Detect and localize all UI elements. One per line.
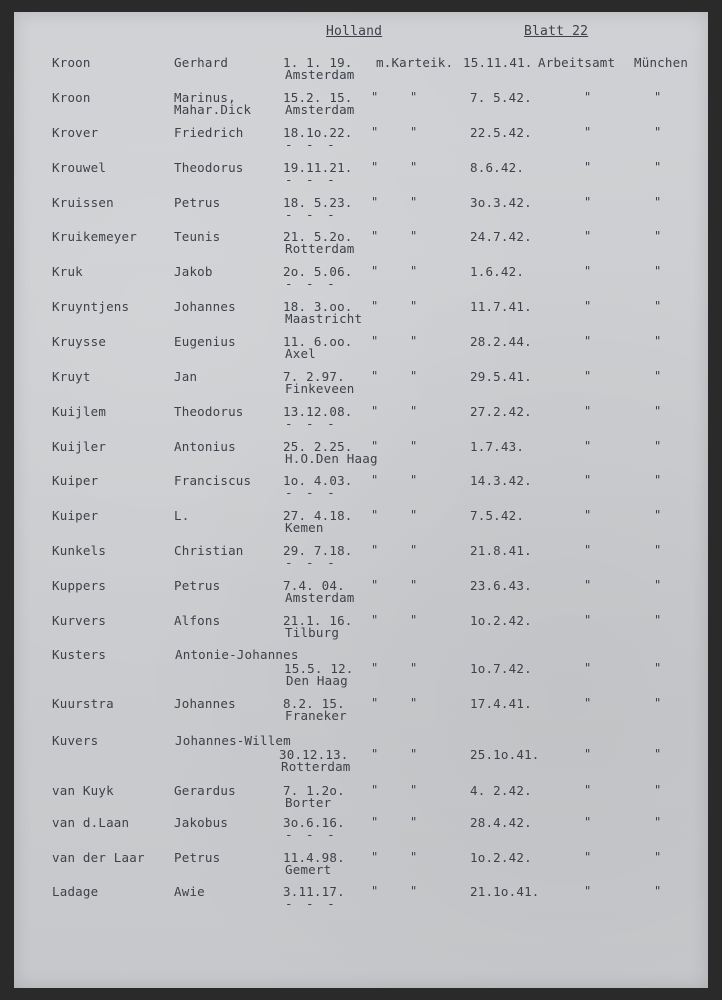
office: " bbox=[584, 473, 592, 487]
entry-date: 4. 2.42. bbox=[470, 783, 532, 798]
record-source: " bbox=[371, 264, 379, 278]
record-source: " bbox=[371, 850, 379, 864]
ditto-mark: " bbox=[410, 661, 418, 675]
surname: Kruysse bbox=[52, 334, 107, 349]
entry-date: 27.2.42. bbox=[470, 404, 532, 419]
given-name: Antonius bbox=[174, 439, 236, 454]
given-name: Awie bbox=[174, 884, 205, 899]
city: " bbox=[654, 661, 662, 675]
surname: Kuijler bbox=[52, 439, 107, 454]
record-source: " bbox=[371, 125, 379, 139]
surname: Kruyntjens bbox=[52, 299, 130, 314]
birth-place: Tilburg bbox=[285, 625, 340, 640]
birth-place: - - - bbox=[285, 896, 338, 911]
surname: Ladage bbox=[52, 884, 99, 899]
birth-date: 2o. 5.06. bbox=[283, 264, 353, 279]
birth-place: Gemert bbox=[285, 862, 332, 877]
birth-place: Kemen bbox=[285, 520, 324, 535]
given-name: Theodorus bbox=[174, 404, 244, 419]
office: " bbox=[584, 661, 592, 675]
birth-date: 19.11.21. bbox=[283, 160, 353, 175]
city: " bbox=[654, 404, 662, 418]
office: " bbox=[584, 404, 592, 418]
city: " bbox=[654, 160, 662, 174]
record-source: " bbox=[371, 473, 379, 487]
given-name: Alfons bbox=[174, 613, 221, 628]
birth-date: 29. 7.18. bbox=[283, 543, 353, 558]
surname: Kroon bbox=[52, 90, 91, 105]
record-source: " bbox=[371, 613, 379, 627]
birth-date: 1. 1. 19. bbox=[283, 55, 353, 70]
entry-date: 21.8.41. bbox=[470, 543, 532, 558]
surname: Kroon bbox=[52, 55, 91, 70]
ditto-mark: " bbox=[410, 369, 418, 383]
office: " bbox=[584, 369, 592, 383]
record-source: " bbox=[371, 783, 379, 797]
ditto-mark: " bbox=[410, 578, 418, 592]
office: " bbox=[584, 543, 592, 557]
birth-place: Amsterdam bbox=[285, 67, 355, 82]
office: Arbeitsamt bbox=[538, 55, 616, 70]
ditto-mark: " bbox=[410, 195, 418, 209]
birth-place: - - - bbox=[285, 207, 338, 222]
surname: Kuurstra bbox=[52, 696, 114, 711]
entry-date: 3o.3.42. bbox=[470, 195, 532, 210]
ditto-mark: " bbox=[410, 299, 418, 313]
given-name: Franciscus bbox=[174, 473, 252, 488]
birth-place: Rotterdam bbox=[285, 241, 355, 256]
entry-date: 21.1o.41. bbox=[470, 884, 540, 899]
given-name: Johannes bbox=[174, 299, 236, 314]
birth-date: 7. 2.97. bbox=[283, 369, 345, 384]
surname: Kurvers bbox=[52, 613, 107, 628]
header-sheet-number: Blatt 22 bbox=[524, 24, 589, 39]
entry-date: 15.11.41. bbox=[463, 55, 533, 70]
given-name: Eugenius bbox=[174, 334, 236, 349]
record-source: " bbox=[371, 696, 379, 710]
ditto-mark: " bbox=[410, 747, 418, 761]
city: " bbox=[654, 439, 662, 453]
ditto-mark: " bbox=[410, 696, 418, 710]
surname: Kunkels bbox=[52, 543, 107, 558]
ditto-mark: " bbox=[410, 543, 418, 557]
entry-date: 1.7.43. bbox=[470, 439, 525, 454]
entry-date: 17.4.41. bbox=[470, 696, 532, 711]
office: " bbox=[584, 815, 592, 829]
birth-date: 18.1o.22. bbox=[283, 125, 353, 140]
given-name: Jan bbox=[174, 369, 198, 384]
office: " bbox=[584, 508, 592, 522]
record-source: " bbox=[371, 299, 379, 313]
given-name: Teunis bbox=[174, 229, 221, 244]
office: " bbox=[584, 125, 592, 139]
surname: Kruissen bbox=[52, 195, 114, 210]
city: München bbox=[634, 55, 689, 70]
header-country: Holland bbox=[326, 24, 383, 39]
entry-date: 24.7.42. bbox=[470, 229, 532, 244]
birth-date: 11.4.98. bbox=[283, 850, 345, 865]
given-name: Petrus bbox=[174, 578, 221, 593]
ditto-mark: " bbox=[410, 439, 418, 453]
birth-date: 15.2. 15. bbox=[283, 90, 353, 105]
city: " bbox=[654, 815, 662, 829]
given-name: Theodorus bbox=[174, 160, 244, 175]
birth-date: 30.12.13. bbox=[279, 747, 349, 762]
given-name: Marinus, bbox=[174, 90, 236, 105]
office: " bbox=[584, 747, 592, 761]
entry-date: 7. 5.42. bbox=[470, 90, 532, 105]
given-name: Johannes bbox=[174, 696, 236, 711]
city: " bbox=[654, 783, 662, 797]
ditto-mark: " bbox=[410, 334, 418, 348]
birth-date: 11. 6.oo. bbox=[283, 334, 353, 349]
city: " bbox=[654, 696, 662, 710]
birth-date: 7. 1.2o. bbox=[283, 783, 345, 798]
record-source: " bbox=[371, 661, 379, 675]
given-name: Friedrich bbox=[174, 125, 244, 140]
birth-date: 18. 3.oo. bbox=[283, 299, 353, 314]
surname: Kruk bbox=[52, 264, 83, 279]
entry-date: 29.5.41. bbox=[470, 369, 532, 384]
birth-date: 1o. 4.03. bbox=[283, 473, 353, 488]
record-source: " bbox=[371, 508, 379, 522]
office: " bbox=[584, 90, 592, 104]
record-source: " bbox=[371, 747, 379, 761]
record-source: " bbox=[371, 334, 379, 348]
entry-date: 22.5.42. bbox=[470, 125, 532, 140]
city: " bbox=[654, 369, 662, 383]
entry-date: 28.2.44. bbox=[470, 334, 532, 349]
record-source: " bbox=[371, 90, 379, 104]
ditto-mark: " bbox=[410, 850, 418, 864]
entry-date: 1o.7.42. bbox=[470, 661, 532, 676]
entry-date: 11.7.41. bbox=[470, 299, 532, 314]
birth-place: - - - bbox=[285, 416, 338, 431]
city: " bbox=[654, 850, 662, 864]
birth-place: - - - bbox=[285, 276, 338, 291]
record-source: " bbox=[371, 815, 379, 829]
entry-date: 8.6.42. bbox=[470, 160, 525, 175]
record-source: " bbox=[371, 884, 379, 898]
ditto-mark: " bbox=[410, 160, 418, 174]
office: " bbox=[584, 884, 592, 898]
ditto-mark: " bbox=[410, 264, 418, 278]
office: " bbox=[584, 850, 592, 864]
city: " bbox=[654, 747, 662, 761]
ditto-mark: " bbox=[410, 815, 418, 829]
entry-date: 1o.2.42. bbox=[470, 850, 532, 865]
city: " bbox=[654, 578, 662, 592]
birth-place: H.O.Den Haag bbox=[285, 451, 378, 466]
birth-date: 7.4. 04. bbox=[283, 578, 345, 593]
record-source: " bbox=[371, 229, 379, 243]
surname: Krouwel bbox=[52, 160, 107, 175]
birth-place: Amsterdam bbox=[285, 590, 355, 605]
birth-date: 13.12.08. bbox=[283, 404, 353, 419]
entry-date: 7.5.42. bbox=[470, 508, 525, 523]
given-name-continued: Mahar.Dick bbox=[174, 102, 252, 117]
birth-place: - - - bbox=[285, 827, 338, 842]
office: " bbox=[584, 264, 592, 278]
surname: Kusters bbox=[52, 647, 107, 662]
birth-date: 21.1. 16. bbox=[283, 613, 353, 628]
record-source: " bbox=[371, 543, 379, 557]
given-name: Christian bbox=[174, 543, 244, 558]
birth-place: Maastricht bbox=[285, 311, 363, 326]
city: " bbox=[654, 299, 662, 313]
entry-date: 28.4.42. bbox=[470, 815, 532, 830]
ditto-mark: " bbox=[410, 404, 418, 418]
record-source: " bbox=[371, 369, 379, 383]
entry-date: 1o.2.42. bbox=[470, 613, 532, 628]
ditto-mark: " bbox=[410, 884, 418, 898]
city: " bbox=[654, 884, 662, 898]
office: " bbox=[584, 195, 592, 209]
record-source: " bbox=[371, 195, 379, 209]
surname: Krover bbox=[52, 125, 99, 140]
ditto-mark: " bbox=[410, 508, 418, 522]
birth-place: Den Haag bbox=[286, 673, 348, 688]
ditto-mark: " bbox=[410, 229, 418, 243]
city: " bbox=[654, 229, 662, 243]
office: " bbox=[584, 160, 592, 174]
record-source: " bbox=[371, 439, 379, 453]
given-name: Jakob bbox=[174, 264, 213, 279]
office: " bbox=[584, 299, 592, 313]
ditto-mark: " bbox=[410, 783, 418, 797]
given-name: Petrus bbox=[174, 850, 221, 865]
birth-date: 3o.6.16. bbox=[283, 815, 345, 830]
birth-place: Borter bbox=[285, 795, 332, 810]
city: " bbox=[654, 543, 662, 557]
city: " bbox=[654, 125, 662, 139]
record-source: m.Karteik. bbox=[376, 55, 454, 70]
city: " bbox=[654, 508, 662, 522]
office: " bbox=[584, 439, 592, 453]
office: " bbox=[584, 783, 592, 797]
office: " bbox=[584, 696, 592, 710]
surname: Kuppers bbox=[52, 578, 107, 593]
birth-date: 27. 4.18. bbox=[283, 508, 353, 523]
entry-date: 14.3.42. bbox=[470, 473, 532, 488]
office: " bbox=[584, 613, 592, 627]
entry-date: 25.1o.41. bbox=[470, 747, 540, 762]
birth-date: 3.11.17. bbox=[283, 884, 345, 899]
birth-date: 18. 5.23. bbox=[283, 195, 353, 210]
ditto-mark: " bbox=[410, 125, 418, 139]
surname: Kuijlem bbox=[52, 404, 107, 419]
birth-date: 21. 5.2o. bbox=[283, 229, 353, 244]
birth-place: Axel bbox=[285, 346, 316, 361]
entry-date: 1.6.42. bbox=[470, 264, 525, 279]
surname: van d.Laan bbox=[52, 815, 130, 830]
birth-date: 8.2. 15. bbox=[283, 696, 345, 711]
ditto-mark: " bbox=[410, 613, 418, 627]
birth-place: - - - bbox=[285, 137, 338, 152]
surname: van der Laar bbox=[52, 850, 145, 865]
city: " bbox=[654, 264, 662, 278]
city: " bbox=[654, 195, 662, 209]
record-source: " bbox=[371, 404, 379, 418]
record-source: " bbox=[371, 160, 379, 174]
office: " bbox=[584, 229, 592, 243]
given-name: Gerardus bbox=[174, 783, 236, 798]
surname: Kruyt bbox=[52, 369, 91, 384]
given-name: Johannes-Willem bbox=[175, 733, 291, 748]
birth-place: Franeker bbox=[285, 708, 347, 723]
surname: Kuiper bbox=[52, 473, 99, 488]
record-source: " bbox=[371, 578, 379, 592]
document-page bbox=[14, 12, 708, 988]
ditto-mark: " bbox=[410, 473, 418, 487]
birth-date: 15.5. 12. bbox=[284, 661, 354, 676]
city: " bbox=[654, 90, 662, 104]
given-name: L. bbox=[174, 508, 190, 523]
birth-place: - - - bbox=[285, 172, 338, 187]
given-name: Antonie-Johannes bbox=[175, 647, 299, 662]
birth-place: Rotterdam bbox=[281, 759, 351, 774]
birth-place: Finkeveen bbox=[285, 381, 355, 396]
surname: Kruikemeyer bbox=[52, 229, 137, 244]
given-name: Gerhard bbox=[174, 55, 229, 70]
surname: van Kuyk bbox=[52, 783, 114, 798]
office: " bbox=[584, 578, 592, 592]
given-name: Jakobus bbox=[174, 815, 229, 830]
birth-date: 25. 2.25. bbox=[283, 439, 353, 454]
birth-place: Amsterdam bbox=[285, 102, 355, 117]
given-name: Petrus bbox=[174, 195, 221, 210]
ditto-mark: " bbox=[410, 90, 418, 104]
entry-date: 23.6.43. bbox=[470, 578, 532, 593]
birth-place: - - - bbox=[285, 555, 338, 570]
birth-place: - - - bbox=[285, 485, 338, 500]
city: " bbox=[654, 334, 662, 348]
surname: Kuvers bbox=[52, 733, 99, 748]
office: " bbox=[584, 334, 592, 348]
city: " bbox=[654, 613, 662, 627]
surname: Kuiper bbox=[52, 508, 99, 523]
city: " bbox=[654, 473, 662, 487]
